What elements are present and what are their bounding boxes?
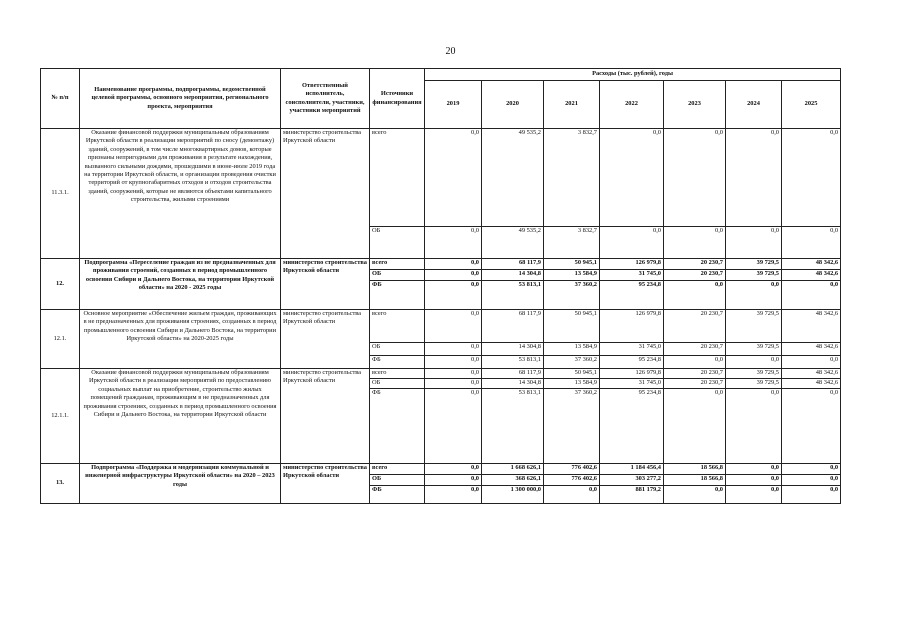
row-value: 18 566,8 — [664, 464, 726, 475]
row-value: 53 813,1 — [482, 356, 544, 369]
header-year: 2024 — [726, 81, 782, 129]
row-value: 50 945,1 — [544, 369, 600, 379]
row-source: ФБ — [370, 389, 425, 464]
row-source: ФБ — [370, 356, 425, 369]
row-source: ФБ — [370, 486, 425, 504]
header-sources: Источники финансирования — [370, 69, 425, 129]
row-value: 1 668 626,1 — [482, 464, 544, 475]
header-year: 2021 — [544, 81, 600, 129]
row-value: 14 304,8 — [482, 379, 544, 389]
row-value: 48 342,6 — [782, 270, 841, 281]
row-value: 50 945,1 — [544, 310, 600, 343]
row-value: 31 745,0 — [600, 270, 664, 281]
row-value: 13 584,9 — [544, 379, 600, 389]
header-name: Наименование программы, подпрограммы, ведомственной целевой программы, основного мероприятия, регионального проекта, мероприятия — [80, 69, 281, 129]
row-value: 0,0 — [782, 227, 841, 259]
row-value: 49 535,2 — [482, 227, 544, 259]
row-value: 0,0 — [726, 227, 782, 259]
row-value: 0,0 — [600, 129, 664, 227]
row-value: 37 360,2 — [544, 356, 600, 369]
row-value: 68 117,9 — [482, 259, 544, 270]
row-value: 13 584,9 — [544, 270, 600, 281]
row-value: 37 360,2 — [544, 389, 600, 464]
row-value: 31 745,0 — [600, 343, 664, 356]
row-source: всего — [370, 259, 425, 270]
row-value: 20 230,7 — [664, 259, 726, 270]
row-value: 49 535,2 — [482, 129, 544, 227]
row-value: 39 729,5 — [726, 270, 782, 281]
row-value: 0,0 — [544, 486, 600, 504]
row-value: 126 979,8 — [600, 310, 664, 343]
row-value: 0,0 — [425, 343, 482, 356]
row-value: 0,0 — [425, 227, 482, 259]
row-source: ОБ — [370, 379, 425, 389]
row-responsible: министерство строительства Иркутской области — [281, 129, 370, 259]
row-value: 50 945,1 — [544, 259, 600, 270]
row-value: 0,0 — [664, 486, 726, 504]
row-num: 12.1.1. — [41, 369, 80, 464]
row-source: всего — [370, 369, 425, 379]
row-name: Подпрограмма «Поддержка и модернизация коммунальной и инженерной инфраструктуры Иркутской области» на 2020 – 2023 годы — [80, 464, 281, 504]
row-name: Подпрограмма «Переселение граждан из не предназначенных для проживания строений, созданных в период промышленного освоения Сибири и Дальнего Востока, на территории Иркутской области» на 2020 - 2025 годы — [80, 259, 281, 310]
table-row — [41, 259, 841, 270]
row-value: 0,0 — [726, 389, 782, 464]
row-value: 126 979,8 — [600, 259, 664, 270]
row-value: 48 342,6 — [782, 310, 841, 343]
row-value: 0,0 — [425, 310, 482, 343]
budget-table — [40, 68, 841, 504]
row-source: ОБ — [370, 270, 425, 281]
row-value: 39 729,5 — [726, 310, 782, 343]
row-value: 303 277,2 — [600, 475, 664, 486]
row-source: всего — [370, 464, 425, 475]
header-year: 2023 — [664, 81, 726, 129]
row-source: ОБ — [370, 343, 425, 356]
row-value: 0,0 — [664, 356, 726, 369]
row-value: 20 230,7 — [664, 310, 726, 343]
row-name: Оказание финансовой поддержки муниципальным образованиям Иркутской области в реализации мероприятий по сносу (демонтажу) зданий, сооружений, в том числе многоквартирных домов, которые признаны непригодными для проживания в результате нахождения, вызванного сильными дождями, прошедшими в июне-июле 2019 года на территории Иркутской области, и организации проведения очистки территорий от крупногабаритных отходов и отходов строительства зданий, сооружений, которые не являются объектами капитального строительства, жилыми строениями — [80, 129, 281, 259]
row-value: 1 300 000,0 — [482, 486, 544, 504]
row-value: 53 813,1 — [482, 389, 544, 464]
header-year: 2020 — [482, 81, 544, 129]
row-responsible: министерство строительства Иркутской области — [281, 310, 370, 369]
row-value: 0,0 — [726, 475, 782, 486]
row-source: ОБ — [370, 227, 425, 259]
row-value: 53 813,1 — [482, 281, 544, 310]
row-value: 48 342,6 — [782, 259, 841, 270]
row-source: всего — [370, 129, 425, 227]
row-value: 0,0 — [425, 464, 482, 475]
row-value: 0,0 — [425, 389, 482, 464]
row-value: 39 729,5 — [726, 259, 782, 270]
row-value: 126 979,8 — [600, 369, 664, 379]
row-value: 0,0 — [726, 486, 782, 504]
row-value: 881 179,2 — [600, 486, 664, 504]
row-responsible: министерство строительства Иркутской области — [281, 464, 370, 504]
row-value: 95 234,8 — [600, 356, 664, 369]
page-number: 20 — [445, 46, 456, 57]
row-value: 0,0 — [425, 129, 482, 227]
row-value: 0,0 — [425, 486, 482, 504]
header-year: 2022 — [600, 81, 664, 129]
table-row — [41, 310, 841, 343]
row-source: всего — [370, 310, 425, 343]
row-value: 0,0 — [425, 475, 482, 486]
row-value: 95 234,8 — [600, 281, 664, 310]
row-value: 0,0 — [425, 270, 482, 281]
row-value: 48 342,6 — [782, 343, 841, 356]
header-year: 2025 — [782, 81, 841, 129]
row-value: 0,0 — [782, 475, 841, 486]
row-value: 0,0 — [782, 464, 841, 475]
row-value: 0,0 — [425, 281, 482, 310]
table-row — [41, 129, 841, 227]
row-value: 20 230,7 — [664, 369, 726, 379]
row-value: 0,0 — [726, 129, 782, 227]
row-value: 0,0 — [425, 379, 482, 389]
row-source: ФБ — [370, 281, 425, 310]
row-value: 0,0 — [425, 259, 482, 270]
row-value: 0,0 — [664, 389, 726, 464]
row-value: 20 230,7 — [664, 343, 726, 356]
row-value: 14 304,8 — [482, 270, 544, 281]
header-num: № п/п — [41, 69, 80, 129]
row-value: 0,0 — [425, 356, 482, 369]
row-value: 0,0 — [726, 464, 782, 475]
row-value: 14 304,8 — [482, 343, 544, 356]
row-value: 18 566,8 — [664, 475, 726, 486]
table-body — [41, 129, 841, 504]
row-responsible: министерство строительства Иркутской области — [281, 259, 370, 310]
row-value: 0,0 — [782, 356, 841, 369]
row-value: 776 402,6 — [544, 475, 600, 486]
row-value: 0,0 — [782, 389, 841, 464]
row-value: 3 832,7 — [544, 129, 600, 227]
row-value: 368 626,1 — [482, 475, 544, 486]
row-name: Основное мероприятие «Обеспечение жильем граждан, проживающих в не предназначенных для проживания строениях, созданных в период промышленного освоения Сибири и Дальнего Востока, на территории Иркутской области» на 2020-2025 годы — [80, 310, 281, 369]
row-value: 0,0 — [425, 369, 482, 379]
row-value: 39 729,5 — [726, 369, 782, 379]
row-value: 39 729,5 — [726, 379, 782, 389]
table-row — [41, 369, 841, 379]
row-num: 13. — [41, 464, 80, 504]
row-value: 68 117,9 — [482, 369, 544, 379]
row-num: 12.1. — [41, 310, 80, 369]
row-value: 68 117,9 — [482, 310, 544, 343]
header-year: 2019 — [425, 81, 482, 129]
row-source: ОБ — [370, 475, 425, 486]
row-name: Оказание финансовой поддержки муниципальным образованиям Иркутской области в реализации мероприятий по предоставлению социальных выплат на приобретение, строительство жилых помещений гражданам, проживающим в не предназначенных для проживания строениях, созданных в период промышленного освоения Сибири и Дальнего Востока, на территории Иркутской области — [80, 369, 281, 464]
row-value: 20 230,7 — [664, 270, 726, 281]
row-num: 11.3.1. — [41, 129, 80, 259]
row-value: 3 832,7 — [544, 227, 600, 259]
row-value: 95 234,8 — [600, 389, 664, 464]
row-value: 20 230,7 — [664, 379, 726, 389]
table-row — [41, 464, 841, 475]
row-value: 0,0 — [664, 129, 726, 227]
row-value: 0,0 — [726, 356, 782, 369]
row-value: 31 745,0 — [600, 379, 664, 389]
row-value: 0,0 — [782, 281, 841, 310]
row-value: 0,0 — [664, 227, 726, 259]
row-value: 0,0 — [782, 486, 841, 504]
row-value: 48 342,6 — [782, 369, 841, 379]
row-responsible: министерство строительства Иркутской области — [281, 369, 370, 464]
header-expenses: Расходы (тыс. рублей), годы — [425, 69, 841, 81]
row-value: 48 342,6 — [782, 379, 841, 389]
row-num: 12. — [41, 259, 80, 310]
row-value: 0,0 — [726, 281, 782, 310]
header-responsible: Ответственный исполнитель, соисполнители, участники, участники мероприятий — [281, 69, 370, 129]
row-value: 37 360,2 — [544, 281, 600, 310]
row-value: 0,0 — [664, 281, 726, 310]
row-value: 776 402,6 — [544, 464, 600, 475]
row-value: 1 184 456,4 — [600, 464, 664, 475]
row-value: 39 729,5 — [726, 343, 782, 356]
row-value: 0,0 — [600, 227, 664, 259]
row-value: 13 584,9 — [544, 343, 600, 356]
row-value: 0,0 — [782, 129, 841, 227]
